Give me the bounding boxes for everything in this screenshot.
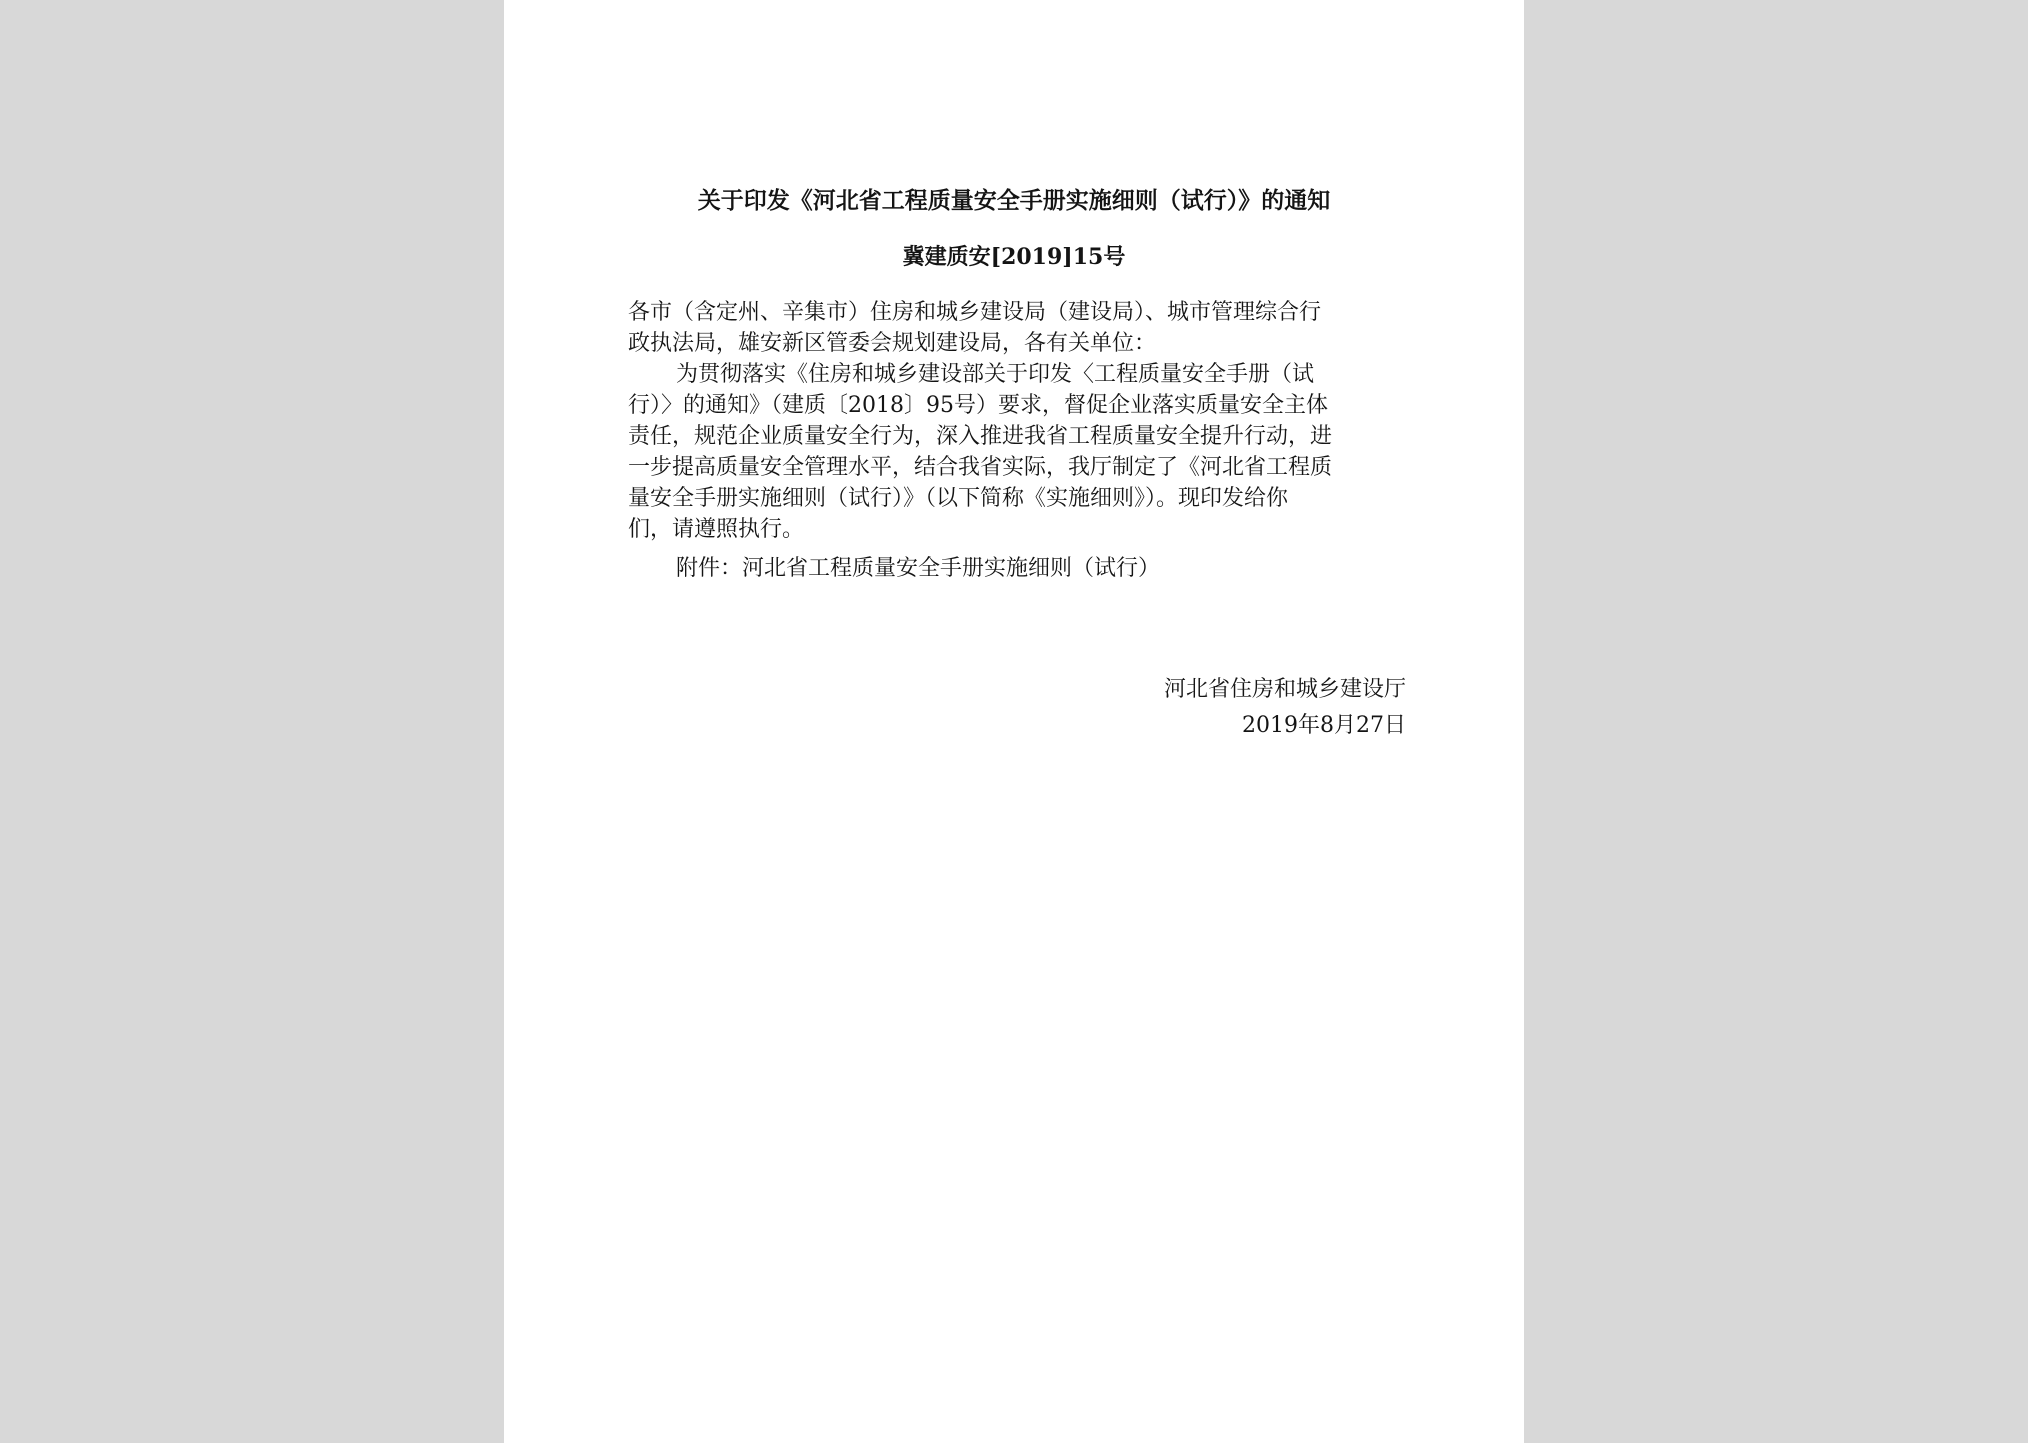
issuer-name: 河北省住房和城乡建设厅 — [1163, 677, 1406, 702]
body-line: 们，请遵照执行。 — [628, 517, 805, 542]
document-page — [504, 0, 1524, 1443]
body-line: 一步提高质量安全管理水平，结合我省实际，我厅制定了《河北省工程质 — [628, 455, 1333, 480]
document-number: 冀建质安[2019]15号 — [902, 244, 1126, 270]
body-line: 责任，规范企业质量安全行为，深入推进我省工程质量安全提升行动，进 — [628, 424, 1333, 449]
addressee-line: 政执法局，雄安新区管委会规划建设局，各有关单位： — [628, 331, 1157, 356]
document-body — [628, 297, 1406, 584]
addressee-line: 各市（含定州、辛集市）住房和城乡建设局（建设局）、城市管理综合行 — [628, 300, 1322, 325]
signature-block — [1164, 672, 1406, 744]
issue-date: 2019年8月27日 — [1242, 713, 1406, 738]
body-line: 量安全手册实施细则（试行）》（以下简称《实施细则》）。现印发给你 — [628, 486, 1289, 511]
body-line: 为贯彻落实《住房和城乡建设部关于印发〈工程质量安全手册（试 — [676, 362, 1315, 387]
document-title: 关于印发《河北省工程质量安全手册实施细则（试行）》的通知 — [697, 187, 1331, 214]
attachment-line: 附件：河北省工程质量安全手册实施细则（试行） — [676, 556, 1161, 581]
body-line: 行）〉的通知》（建质〔2018〕95号）要求，督促企业落实质量安全主体 — [628, 393, 1328, 418]
